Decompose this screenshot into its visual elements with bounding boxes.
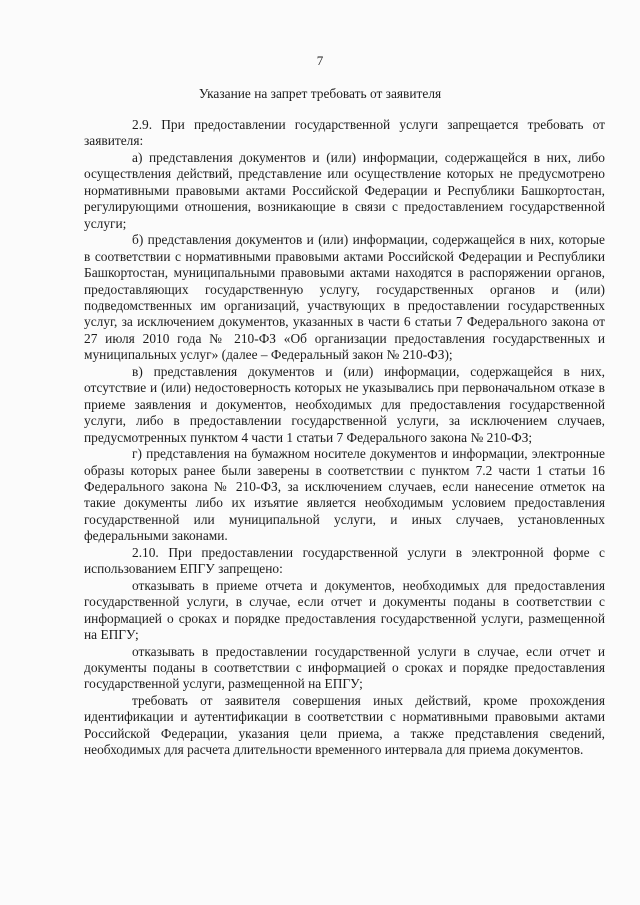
paragraph-prohibition-1: отказывать в приеме отчета и документов, необходимых для предоставления государственной услуги, в случае, если отчет и документы поданы в соответствии с информацией о сроках и порядке предоставления государственной услуги, размещенной на ЕПГУ; [84, 577, 605, 643]
paragraph-item-g: г) представления на бумажном носителе документов и информации, электронные образы которых ранее были заверены в соответствии с пунктом 7.2 части 1 статьи 16 Федерального закона № 210-ФЗ, за исключением случаев, если нанесение отметок на такие документы либо их изъятие является необходимым условием предоставления государственной или муниципальной услуги, и иных случаев, установленных федеральными законами. [84, 446, 605, 544]
paragraph-item-a: а) представления документов и (или) информации, содержащейся в них, либо осуществления действий, представление или осуществление которых не предусмотрено нормативными правовыми актами Российской Федерации и Республики Башкортостан, регулирующими отношения, возникающие в связи с предоставлением государственной услуги; [84, 149, 605, 231]
page-number: 7 [316, 53, 324, 68]
paragraph-item-v: в) представления документов и (или) информации, содержащейся в них, отсутствие и (или) недостоверность которых не указывались при первоначальном отказе в приеме заявления и документов, необходимых для предоставления государственной услуги, либо в предоставлении государственной услуги, за исключением случаев, предусмотренных пунктом 4 части 1 статьи 7 Федерального закона № 210-ФЗ; [84, 363, 605, 445]
section-heading: Указание на запрет требовать от заявителя [198, 86, 442, 101]
paragraph-item-b: б) представления документов и (или) информации, содержащейся в них, которые в соответствии с нормативными правовыми актами Российской Федерации и Республики Башкортостан, муниципальными правовыми актами находятся в распоряжении органов, предоставляющих государственную услугу, государственных органов и (или) подведомственных им организаций, участвующих в предоставлении государственных услуг, за исключением документов, указанных в части 6 статьи 7 Федерального закона от 27 июля 2010 года № 210-ФЗ «Об организации предоставления государственных и муниципальных услуг» (далее – Федеральный закон № 210-ФЗ); [84, 232, 605, 363]
document-body [84, 117, 605, 759]
paragraph-prohibition-2: отказывать в предоставлении государственной услуги в случае, если отчет и документы поданы в соответствии с информацией о сроках и порядке предоставления государственной услуги, размещенной на ЕПГУ; [84, 643, 605, 692]
paragraph-prohibition-3: требовать от заявителя совершения иных действий, кроме прохождения идентификации и аутентификации в соответствии с нормативными правовыми актами Российской Федерации, указания цели приема, а также представления сведений, необходимых для расчета длительности временного интервала для приема документов. [84, 692, 605, 758]
paragraph-2-9: 2.9. При предоставлении государственной услуги запрещается требовать от заявителя: [84, 117, 605, 149]
paragraph-2-10: 2.10. При предоставлении государственной услуги в электронной форме с использованием ЕПГУ запрещено: [84, 544, 605, 577]
